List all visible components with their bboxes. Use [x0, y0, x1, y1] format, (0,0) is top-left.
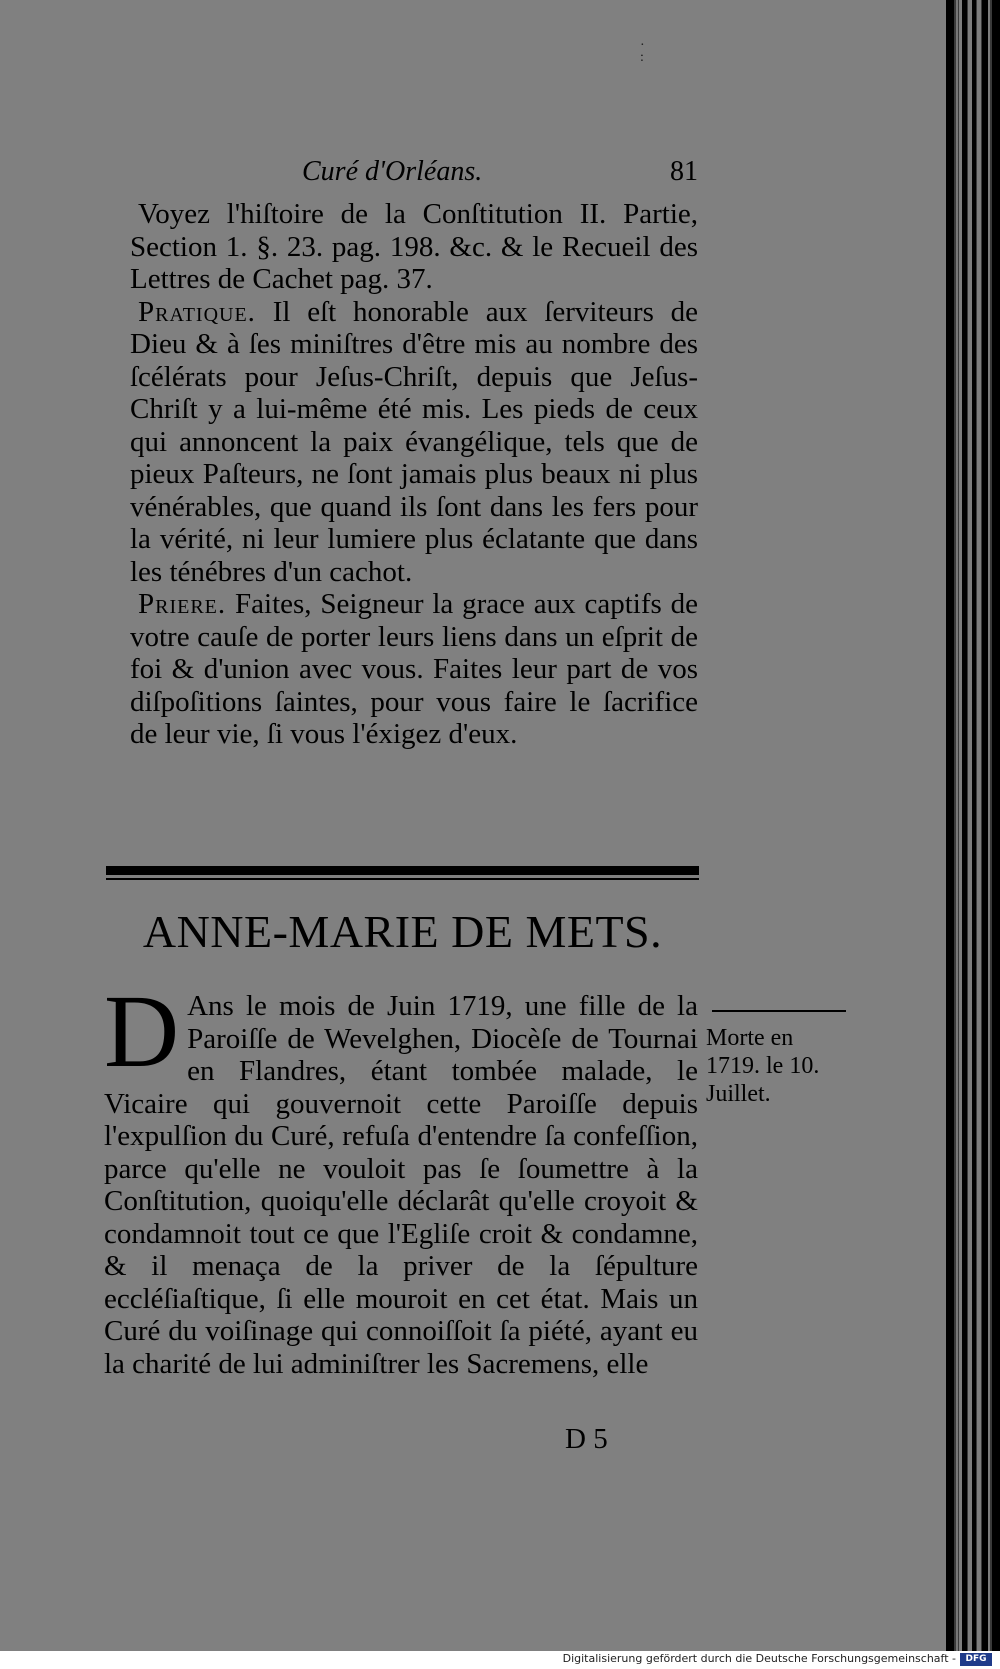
drop-capital: D [104, 974, 180, 1089]
priere-paragraph [130, 588, 698, 751]
pratique-text: Il eſt honorable aux ſerviteurs de Dieu & à ſes miniſtres d'être mis au nombre des ſcélérats pour Jeſus-Chriſt, depuis que Jeſus-Chriſt y a lui-même été mis. Les pieds de ceux qui annoncent la paix évangélique, tels que de pieux Paſteurs, ne ſont jamais plus beaux ni plus vénérables, que quand ils ſont dans les fers pour la vérité, ni leur lumiere plus éclatante que dans les ténébres d'un cachot. [130, 295, 698, 588]
margin-note-line: Morte en [706, 1025, 794, 1051]
scan-specks: · : [640, 38, 645, 65]
section-divider-thick [106, 866, 699, 875]
margin-note-rule [712, 1010, 846, 1012]
priere-label: Priere. [138, 588, 227, 620]
section-title: ANNE-MARIE DE METS. [142, 906, 663, 957]
running-head: Curé d'Orléans. [302, 156, 483, 187]
section-divider-thin [106, 878, 699, 880]
book-edge-line [982, 0, 988, 1669]
section-anne-marie-text [104, 974, 698, 1380]
pratique-label: Pratique. [138, 295, 256, 328]
book-edge-line [962, 0, 967, 1669]
margin-note-line: Juillet. [706, 1081, 771, 1107]
anne-marie-body: Ans le mois de Juin 1719, une fille de la Paroiſſe de Wevelghen, Diocèſe de Tournai en Flandres, étant tombée malade, le Vicaire qui gouvernoit cette Paroiſſe depuis l'expulſion du Curé, refuſa d'entendre ſa confeſſion, parce qu'elle ne vouloit pas ſe ſoumettre à la Conſtitution, quoiqu'elle déclarât qu'elle croyoit & condamnoit tout ce que l'Egliſe croit & condamne, & il menaça de la priver de la ſépulture eccléſiaſtique, ſi elle mouroit en cet état. Mais un Curé du voiſinage qui connoiſſoit ſa piété, ayant eu la charité de lui adminiſtrer les Sacremens, elle [104, 990, 698, 1380]
page-number: 81 [670, 156, 698, 187]
book-edge-line [972, 0, 976, 1669]
margin-note-line: 1719. le 10. [706, 1053, 820, 1079]
book-edge-line [946, 0, 954, 1669]
margin-note [706, 1024, 856, 1108]
signature-mark: D 5 [565, 1423, 608, 1455]
pratique-paragraph [130, 296, 698, 589]
reference-paragraph: Voyez l'hiſtoire de la Conſtitution II. Partie, Section 1. §. 23. pag. 198. &c. & le Recueil des Lettres de Cachet pag. 37. [130, 198, 698, 295]
footer-credit: Digitalisierung gefördert durch die Deutsche Forschungsgemeinschaft - [562, 1652, 956, 1665]
book-edge-line [992, 0, 1000, 1669]
priere-text: Faites, Seigneur la grace aux captifs de votre cauſe de porter leurs liens dans un eſprit de foi & d'union avec vous. Faites leur part de vos diſpoſitions ſaintes, pour vous faire le ſacrifice de leur vie, ſi vous l'éxigez d'eux. [130, 588, 698, 750]
section-constitution-text [130, 198, 698, 751]
page-header [130, 156, 700, 196]
anne-marie-paragraph [104, 974, 698, 1380]
dfg-logo-icon: DFG [960, 1653, 992, 1666]
